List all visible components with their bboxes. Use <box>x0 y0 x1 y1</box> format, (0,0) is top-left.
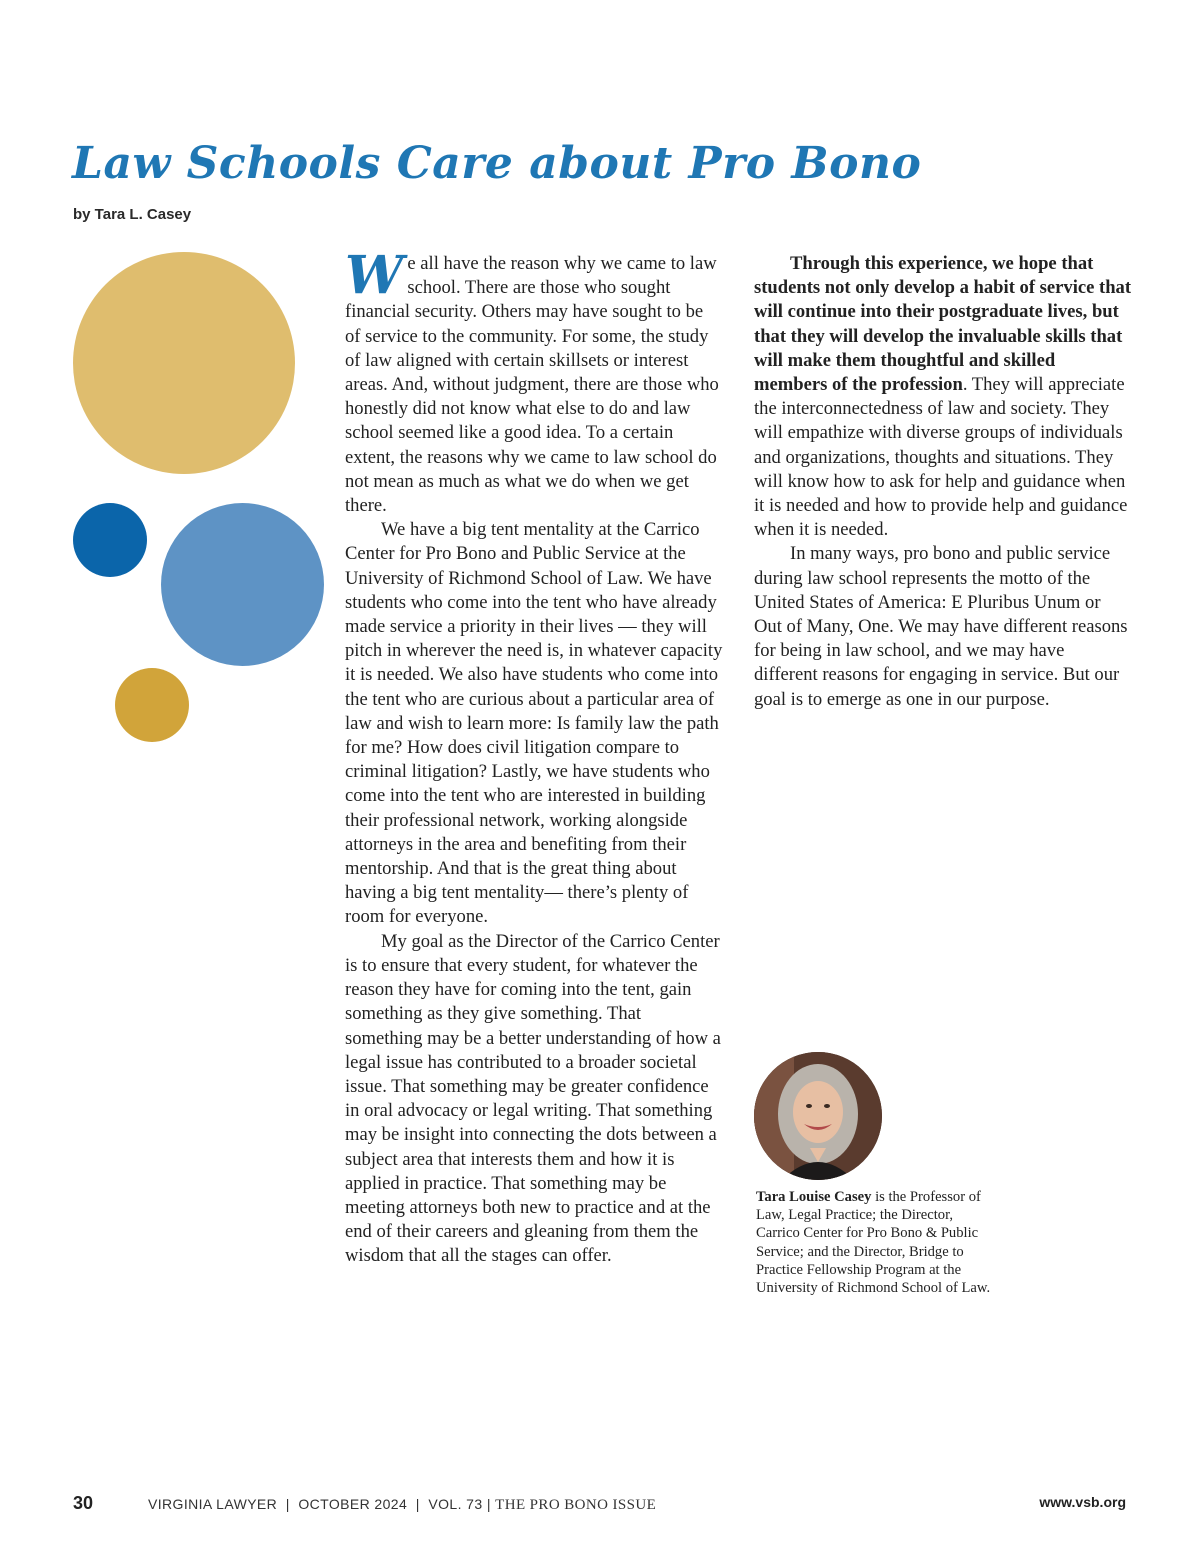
page-footer <box>0 1493 1200 1517</box>
paragraph-4 <box>754 252 1132 542</box>
paragraph-3: My goal as the Director of the Carrico Center is to ensure that every student, for whatever the reason they have for coming into the tent, gain something as they give something. That something may be a better understanding of how a legal issue has contributed to a broader societal issue. That something may be greater confidence in oral advocacy or legal writing. That something may be insight into connecting the dots between a subject area that interests them and how it is applied in practice. That something may be meeting attorneys both new to practice and at the end of their careers and gleaning from them the wisdom that all the stages can offer. <box>345 930 721 1267</box>
author-photo <box>754 1052 882 1180</box>
paragraph-2: We have a big tent mentality at the Carrico Center for Pro Bono and Public Service at the University of Richmond School of Law. We have students who come into the tent who have already made service a priority in their lives — they will pitch in wherever the need is, in whatever capacity it is needed. We also have students who come into the tent who are curious about a particular area of law and wish to learn more: Is family law the path for me? How does civil litigation compare to criminal litigation? Lastly, we have students who come into the tent who are interested in building their professional network, working alongside attorneys in the area and benefiting from their mentorship. And that is the great thing about having a big tent mentality— there’s plenty of room for everyone. <box>345 519 723 928</box>
author-bio-name: Tara Louise Casey <box>756 1189 872 1205</box>
publication-info <box>148 1496 656 1514</box>
website-link[interactable]: www.vsb.org <box>1039 1494 1126 1510</box>
decorative-circle-dark-blue <box>73 503 147 577</box>
author-bio <box>756 1188 996 1297</box>
paragraph-1-text: e all have the reason why we came to law school. There are those who sought financial security. Others may have sought to be of service to the community. For some, the study of law aligned with certain skillsets or interest areas. And, without judgment, there are those who honestly did not know what else to do and law school seemed like a good idea. To a certain extent, the reasons why we came to law school do not mean as much as what we do when we get there. <box>345 253 719 517</box>
decorative-circle-gold-small <box>115 668 189 742</box>
paragraph-1 <box>345 245 723 518</box>
article-column-left <box>345 245 723 1269</box>
paragraph-5: In many ways, pro bono and public service during law school represents the motto of the United States of America: E Pluribus Unum or Out of Many, One. We may have different reasons for being in law school, and we may have different reasons for engaging in service. But our goal is to emerge as one in our purpose. <box>754 543 1128 710</box>
article-column-right <box>754 252 1132 712</box>
decorative-circle-gold-large <box>73 252 295 474</box>
drop-cap: W <box>345 245 404 306</box>
article-title: Law Schools Care about Pro Bono <box>72 138 922 189</box>
byline: by Tara L. Casey <box>73 206 192 223</box>
paragraph-4-text: . They will appreciate the interconnectedness of law and society. They will empathize with diverse groups of individuals and organizations, thoughts and situations. They will know how to ask for help and guidance when it is needed and how to provide help and guidance when it is needed. <box>754 374 1128 541</box>
author-portrait-image <box>754 1052 882 1180</box>
publication-name: VIRGINIA LAWYER | OCTOBER 2024 | VOL. 73 | <box>148 1496 496 1512</box>
decorative-circle-light-blue <box>161 503 324 666</box>
paragraph-4-bold: Through this experience, we hope that students not only develop a habit of service that will continue into their postgraduate lives, but that they will develop the invaluable skills that will make them thoughtful and skilled members of the profession <box>754 253 1132 396</box>
issue-name: THE PRO BONO ISSUE <box>495 1497 657 1513</box>
page-number: 30 <box>73 1493 94 1513</box>
author-bio-text: is the Professor of Law, Legal Practice; the Director, Carrico Center for Pro Bono & Public Service; and the Director, Bridge to Practice Fellowship Program at the University of Richmond School of Law. <box>756 1189 991 1297</box>
